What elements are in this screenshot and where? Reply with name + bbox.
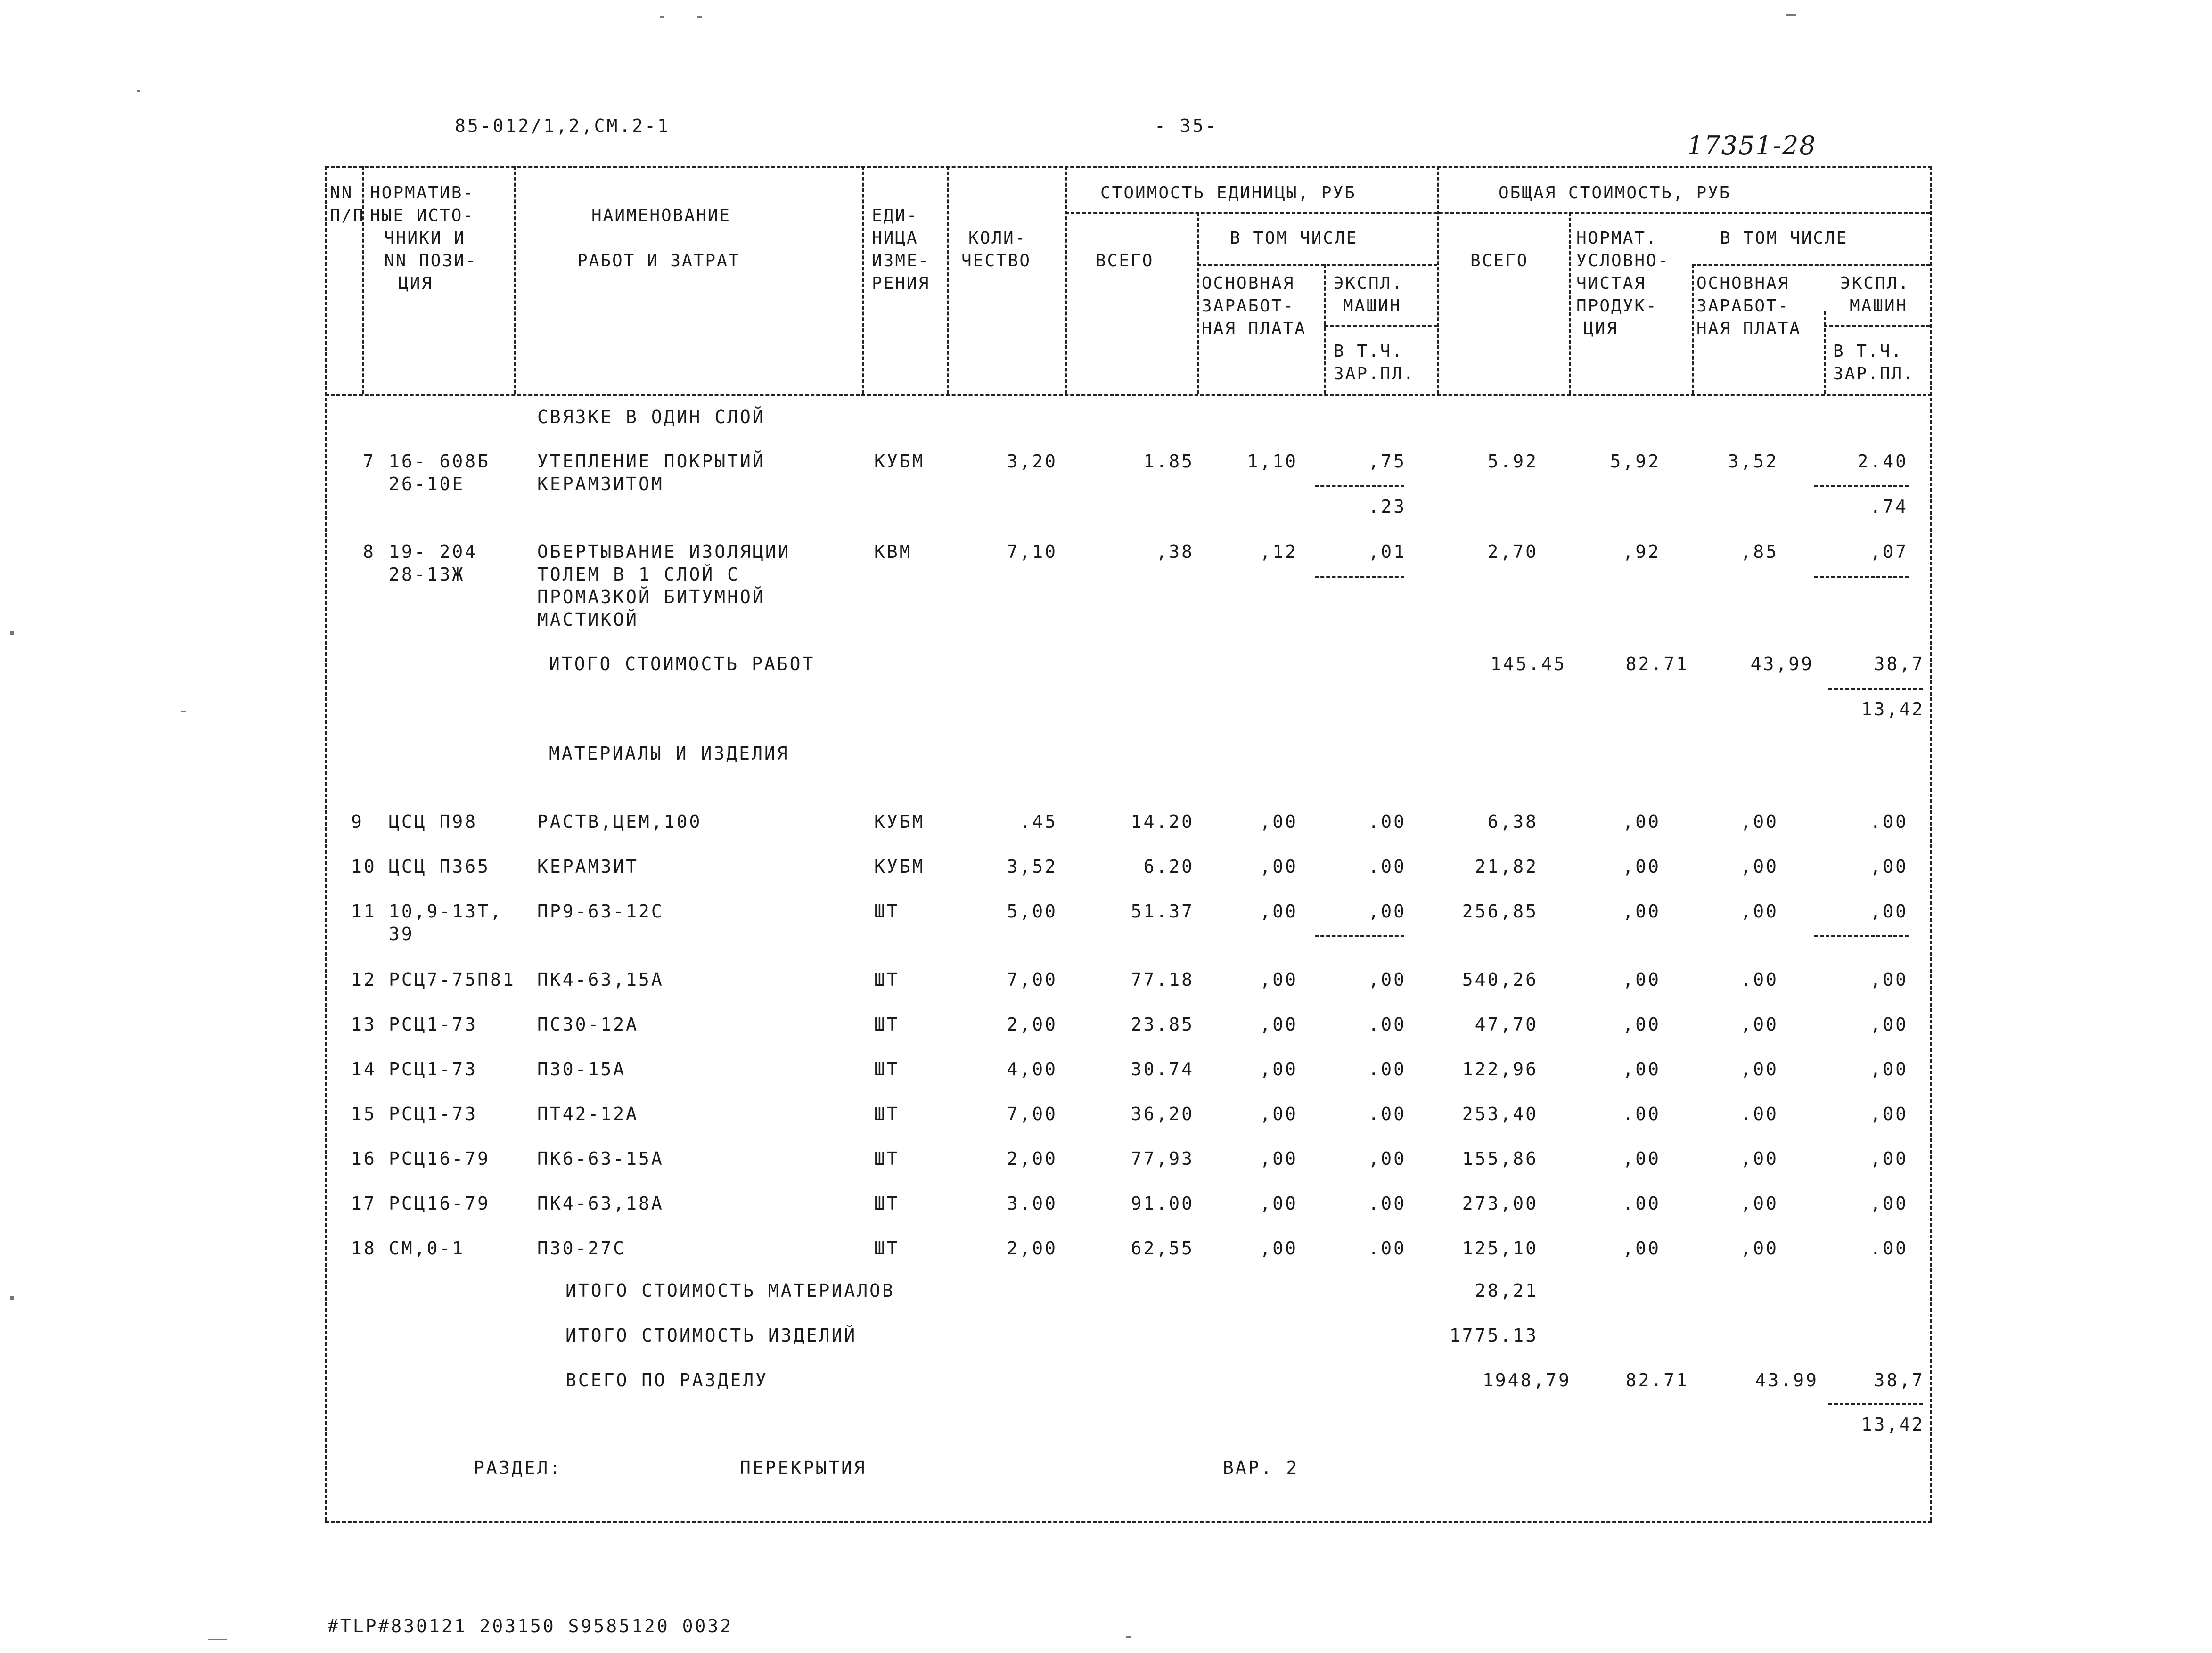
row-unit-total: 77.18 [1131,969,1194,990]
header-qty: ЧЕСТВО [961,251,1032,270]
scan-speck [1786,14,1796,16]
row-qty: 5,00 [1007,901,1057,922]
row-unit-total: 6.20 [1143,856,1194,877]
header-tc-mach: ЭКСПЛ. [1840,274,1910,293]
header-uc-mach-sub: В Т.Ч. [1334,342,1404,361]
header-norm-source: НЫЕ ИСТО- [370,206,475,225]
row-total: 21,82 [1475,856,1538,877]
header-divider [1324,264,1326,394]
row-name: ПК4-63,15А [537,969,664,990]
row-number: 11 [351,901,377,922]
header-divider [1197,212,1199,394]
header-tc-wage: НАЯ ПЛАТА [1696,319,1802,338]
row-number: 7 [363,451,376,472]
row-qty: 2,00 [1007,1238,1057,1259]
row-total-norm: ,00 [1622,811,1661,832]
header-unit: НИЦА [872,229,918,248]
row-total-wage: ,00 [1740,1014,1778,1035]
header-divider [1437,166,1439,394]
row-total-mach-wage: .74 [1870,496,1908,517]
row-name: УТЕПЛЕНИЕ ПОКРЫТИЙ [537,451,765,472]
header-tc-norm: УСЛОВНО- [1576,251,1670,270]
row-qty: 7,00 [1007,969,1057,990]
row-total-norm: ,00 [1622,969,1661,990]
row-code: 26-10Е [389,474,465,494]
header-tc-total: ВСЕГО [1470,251,1529,270]
subtotal-works-total: 145.45 [1490,654,1566,674]
scan-speck [208,1639,227,1640]
header-divider [1065,166,1067,394]
row-total-norm: 5,92 [1610,451,1661,472]
header-uc-wage: НАЯ ПЛАТА [1202,319,1307,338]
row-total: 155,86 [1462,1148,1538,1169]
row-code: 39 [389,924,414,944]
header-unit: РЕНИЯ [872,274,930,293]
row-name: ПС30-12А [537,1014,639,1035]
row-total-mach: ,00 [1870,1148,1908,1169]
header-norm-source: ЧНИКИ И [384,229,466,248]
row-total: 47,70 [1475,1014,1538,1035]
row-total-norm: ,00 [1622,1238,1661,1259]
header-uc-mach: МАШИН [1343,296,1401,316]
total-products-value: 1775.13 [1449,1325,1538,1346]
row-code: РСЦ1-73 [389,1104,478,1124]
row-number: 12 [351,969,377,990]
row-unit-mach: .00 [1368,1193,1406,1214]
row-unit-wage: ,12 [1260,541,1298,562]
row-unit-total: 62,55 [1131,1238,1194,1259]
row-total: 253,40 [1462,1104,1538,1124]
total-materials-value: 28,21 [1475,1280,1538,1301]
row-number: 18 [351,1238,377,1259]
table-left-border [325,166,327,1521]
row-total: 122,96 [1462,1059,1538,1080]
section-total-label: ВСЕГО ПО РАЗДЕЛУ [565,1370,769,1391]
row-unit-mach-wage: .23 [1368,496,1406,517]
header-tc-wage: ЗАРАБОТ- [1696,296,1790,316]
subtotal-works-wage: 43,99 [1750,654,1814,674]
handwritten-number: 17351-28 [1687,131,1817,160]
row-number: 16 [351,1148,377,1169]
row-total-wage: ,00 [1740,856,1778,877]
row-total-mach: ,00 [1870,1104,1908,1124]
header-rule [1824,325,1930,327]
row-name: РАСТВ,ЦЕМ,100 [537,811,702,832]
header-unit: ЕДИ- [872,206,918,225]
row-total-wage: ,85 [1740,541,1778,562]
row-unit: ШТ [874,901,900,922]
header-rule [1197,264,1437,266]
section-total-value: 1948,79 [1482,1370,1571,1391]
header-rule [1692,264,1930,266]
scan-speck [137,90,140,92]
row-code: ЦСЦ П365 [389,856,491,877]
row-total-norm: ,00 [1622,1014,1661,1035]
row-unit-total: ,38 [1156,541,1194,562]
header-tc-mach-sub: ЗАР.ПЛ. [1833,364,1915,384]
row-qty: 7,10 [1007,541,1057,562]
row-unit-wage: ,00 [1260,1014,1298,1035]
row-unit-total: 77,93 [1131,1148,1194,1169]
row-unit-mach: ,00 [1368,969,1406,990]
fraction-rule [1315,576,1404,578]
row-unit: КУБМ [874,451,925,472]
table-right-border [1930,166,1932,1521]
section-total-mach: 38,7 [1874,1370,1925,1391]
scan-speck [660,16,664,18]
header-divider [862,166,864,394]
row-number: 17 [351,1193,377,1214]
row-unit-wage: ,00 [1260,1193,1298,1214]
row-qty: 2,00 [1007,1148,1057,1169]
subtotal-works-mach-wage: 13,42 [1861,699,1925,720]
row-unit-wage: ,00 [1260,1148,1298,1169]
header-rule [1324,325,1437,327]
document-code: 85-012/1,2,СМ.2-1 [455,115,670,136]
header-norm-source: ЦИЯ [398,274,434,293]
row-total-wage: ,00 [1740,1059,1778,1080]
row-number: 15 [351,1104,377,1124]
row-unit-wage: ,00 [1260,1238,1298,1259]
header-tc-norm: НОРМАТ. [1576,229,1658,248]
row-number: 9 [351,811,364,832]
row-name: ОБЕРТЫВАНИЕ ИЗОЛЯЦИИ [537,541,791,562]
section-total-mach-wage: 13,42 [1861,1414,1925,1435]
header-tc-mach: МАШИН [1850,296,1908,316]
row-total-mach: ,00 [1870,969,1908,990]
row-unit-mach: ,75 [1368,451,1406,472]
row-name: КЕРАМЗИТ [537,856,639,877]
header-uc-mach-sub: ЗАР.ПЛ. [1334,364,1415,384]
fraction-rule [1814,935,1909,937]
row-number: 14 [351,1059,377,1080]
row-total-wage: .00 [1740,1104,1778,1124]
header-unit: ИЗМЕ- [872,251,930,270]
row-qty: 7,00 [1007,1104,1057,1124]
header-tc-incl: В ТОМ ЧИСЛЕ [1720,229,1848,248]
row-unit-total: 23.85 [1131,1014,1194,1035]
section-name: ПЕРЕКРЫТИЯ [740,1457,867,1478]
row-number: 8 [363,541,376,562]
row-total-norm: ,92 [1622,541,1661,562]
fraction-rule [1315,485,1404,487]
row-unit: ШТ [874,969,900,990]
row-number: 13 [351,1014,377,1035]
header-nn: NN [330,183,353,203]
row-code: 16- 608Б [389,451,491,472]
row-name: ПР9-63-12С [537,901,664,922]
row-total: 273,00 [1462,1193,1538,1214]
subtotal-works-norm: 82.71 [1625,654,1689,674]
row-total-wage: ,00 [1740,901,1778,922]
row-total-wage: 3,52 [1728,451,1778,472]
row-code: РСЦ1-73 [389,1059,478,1080]
scan-speck [10,1296,14,1300]
header-pp: П/П [330,206,365,225]
row-total: 2,70 [1487,541,1538,562]
row-total: 540,26 [1462,969,1538,990]
row-qty: 3.00 [1007,1193,1057,1214]
header-tc-norm: ПРОДУК- [1576,296,1658,316]
row-total-wage: .00 [1740,969,1778,990]
total-products-label: ИТОГО СТОИМОСТЬ ИЗДЕЛИЙ [565,1325,857,1346]
header-bottom-border [325,394,1932,396]
row-unit-mach: .00 [1368,1238,1406,1259]
row-qty: 2,00 [1007,1014,1057,1035]
row-total-wage: ,00 [1740,1193,1778,1214]
row-total-norm: ,00 [1622,1148,1661,1169]
row-unit: ШТ [874,1148,900,1169]
row-unit-total: 51.37 [1131,901,1194,922]
row-unit: КУБМ [874,811,925,832]
row-code: РСЦ7-75П81 [389,969,516,990]
row-total-mach: ,07 [1870,541,1908,562]
row-name: П30-27С [537,1238,626,1259]
row-unit-total: 30.74 [1131,1059,1194,1080]
row-code: РСЦ1-73 [389,1014,478,1035]
header-name: РАБОТ И ЗАТРАТ [577,251,740,270]
row-unit: ШТ [874,1059,900,1080]
row-total-norm: .00 [1622,1193,1661,1214]
row-unit-mach: ,00 [1368,1148,1406,1169]
header-uc-incl: В ТОМ ЧИСЛЕ [1230,229,1358,248]
fraction-rule [1828,688,1923,690]
bottom-print-code: #TLP#830121 203150 S9585120 0032 [328,1616,733,1637]
row-unit-mach: .00 [1368,811,1406,832]
subtotal-works-mach: 38,7 [1874,654,1925,674]
row-total-norm: ,00 [1622,856,1661,877]
row-name: КЕРАМЗИТОМ [537,474,664,494]
row-total-norm: ,00 [1622,1059,1661,1080]
section-total-norm: 82.71 [1625,1370,1689,1391]
table-bottom-border [325,1521,1932,1523]
row-total: 5.92 [1487,451,1538,472]
materials-section-title: МАТЕРИАЛЫ И ИЗДЕЛИЯ [549,743,790,764]
row-code: СМ,0-1 [389,1238,465,1259]
row-name: ПК4-63,18А [537,1193,664,1214]
row-unit-total: 36,20 [1131,1104,1194,1124]
row-total: 6,38 [1487,811,1538,832]
row-total-norm: ,00 [1622,901,1661,922]
row-unit-wage: ,00 [1260,1059,1298,1080]
row-qty: 4,00 [1007,1059,1057,1080]
header-tc-wage: ОСНОВНАЯ [1696,274,1790,293]
header-tc-norm: ЧИСТАЯ [1576,274,1647,293]
row-total-mach: ,00 [1870,1014,1908,1035]
row-unit-wage: 1,10 [1247,451,1298,472]
header-uc-total: ВСЕГО [1096,251,1154,270]
row-total-wage: ,00 [1740,1238,1778,1259]
row-unit-mach: ,01 [1368,541,1406,562]
section-total-wage: 43.99 [1755,1370,1819,1391]
row-unit: ШТ [874,1104,900,1124]
row-total: 256,85 [1462,901,1538,922]
fraction-rule [1315,935,1404,937]
row-unit-mach: .00 [1368,1059,1406,1080]
row-unit-wage: ,00 [1260,969,1298,990]
row-code: ЦСЦ П98 [389,811,478,832]
row-code: 10,9-13Т, [389,901,503,922]
row-total-mach: 2.40 [1857,451,1908,472]
row-number: 10 [351,856,377,877]
row-total-mach: ,00 [1870,1193,1908,1214]
row-qty: 3,52 [1007,856,1057,877]
page-number: - 35- [1155,115,1218,136]
header-divider [362,166,364,394]
row-name: ТОЛЕМ В 1 СЛОЙ С [537,564,740,585]
fraction-rule [1814,485,1909,487]
row-unit-total: 14.20 [1131,811,1194,832]
row-name: ПРОМАЗКОЙ БИТУМНОЙ [537,587,765,607]
row-unit-mach: .00 [1368,1014,1406,1035]
continued-line: СВЯЗКЕ В ОДИН СЛОЙ [537,407,765,427]
header-norm-source: NN ПОЗИ- [384,251,477,270]
scan-speck [697,16,702,18]
row-total: 125,10 [1462,1238,1538,1259]
header-divider [1824,311,1826,394]
fraction-rule [1814,576,1909,578]
scan-speck [181,711,186,712]
row-code: 28-13Ж [389,564,465,585]
row-unit-mach: ,00 [1368,901,1406,922]
row-unit: КУБМ [874,856,925,877]
row-unit: ШТ [874,1014,900,1035]
header-divider [1569,212,1571,394]
row-total-mach: ,00 [1870,1059,1908,1080]
row-unit-mach: .00 [1368,1104,1406,1124]
row-qty: .45 [1019,811,1057,832]
row-name: ПК6-63-15А [537,1148,664,1169]
row-total-mach: ,00 [1870,901,1908,922]
header-uc-wage: ОСНОВНАЯ [1202,274,1295,293]
total-materials-label: ИТОГО СТОИМОСТЬ МАТЕРИАЛОВ [565,1280,895,1301]
row-unit-wage: ,00 [1260,811,1298,832]
variant-label: ВАР. 2 [1223,1457,1299,1478]
row-name: П30-15А [537,1059,626,1080]
row-total-mach: .00 [1870,811,1908,832]
header-tc-mach-sub: В Т.Ч. [1833,342,1903,361]
row-unit: ШТ [874,1238,900,1259]
row-unit-total: 1.85 [1143,451,1194,472]
scan-speck [1126,1636,1131,1638]
row-unit-total: 91.00 [1131,1193,1194,1214]
row-unit-mach: .00 [1368,856,1406,877]
row-total-wage: ,00 [1740,811,1778,832]
row-total-norm: .00 [1622,1104,1661,1124]
row-unit-wage: ,00 [1260,856,1298,877]
header-rule [1065,212,1930,214]
row-qty: 3,20 [1007,451,1057,472]
row-unit: КВМ [874,541,912,562]
table-top-border [325,166,1932,168]
row-unit-wage: ,00 [1260,1104,1298,1124]
row-name: МАСТИКОЙ [537,609,639,630]
header-unit-cost-group: СТОИМОСТЬ ЕДИНИЦЫ, РУБ [1100,183,1356,203]
header-total-cost-group: ОБЩАЯ СТОИМОСТЬ, РУБ [1499,183,1731,203]
header-divider [947,166,949,394]
header-name: НАИМЕНОВАНИЕ [591,206,731,225]
row-unit: ШТ [874,1193,900,1214]
fraction-rule [1828,1403,1923,1405]
row-code: РСЦ16-79 [389,1193,491,1214]
header-divider [1692,264,1694,394]
row-code: РСЦ16-79 [389,1148,491,1169]
header-qty: КОЛИ- [968,229,1027,248]
header-tc-norm: ЦИЯ [1583,319,1619,338]
subtotal-works-label: ИТОГО СТОИМОСТЬ РАБОТ [549,654,815,674]
header-uc-wage: ЗАРАБОТ- [1202,296,1295,316]
section-label: РАЗДЕЛ: [474,1457,563,1478]
row-unit-wage: ,00 [1260,901,1298,922]
header-uc-mach: ЭКСПЛ. [1334,274,1404,293]
row-total-wage: ,00 [1740,1148,1778,1169]
row-code: 19- 204 [389,541,478,562]
header-norm-source: НОРМАТИВ- [370,183,475,203]
scan-speck [10,631,14,635]
row-total-mach: ,00 [1870,856,1908,877]
row-name: ПТ42-12А [537,1104,639,1124]
row-total-mach: .00 [1870,1238,1908,1259]
header-divider [514,166,516,394]
